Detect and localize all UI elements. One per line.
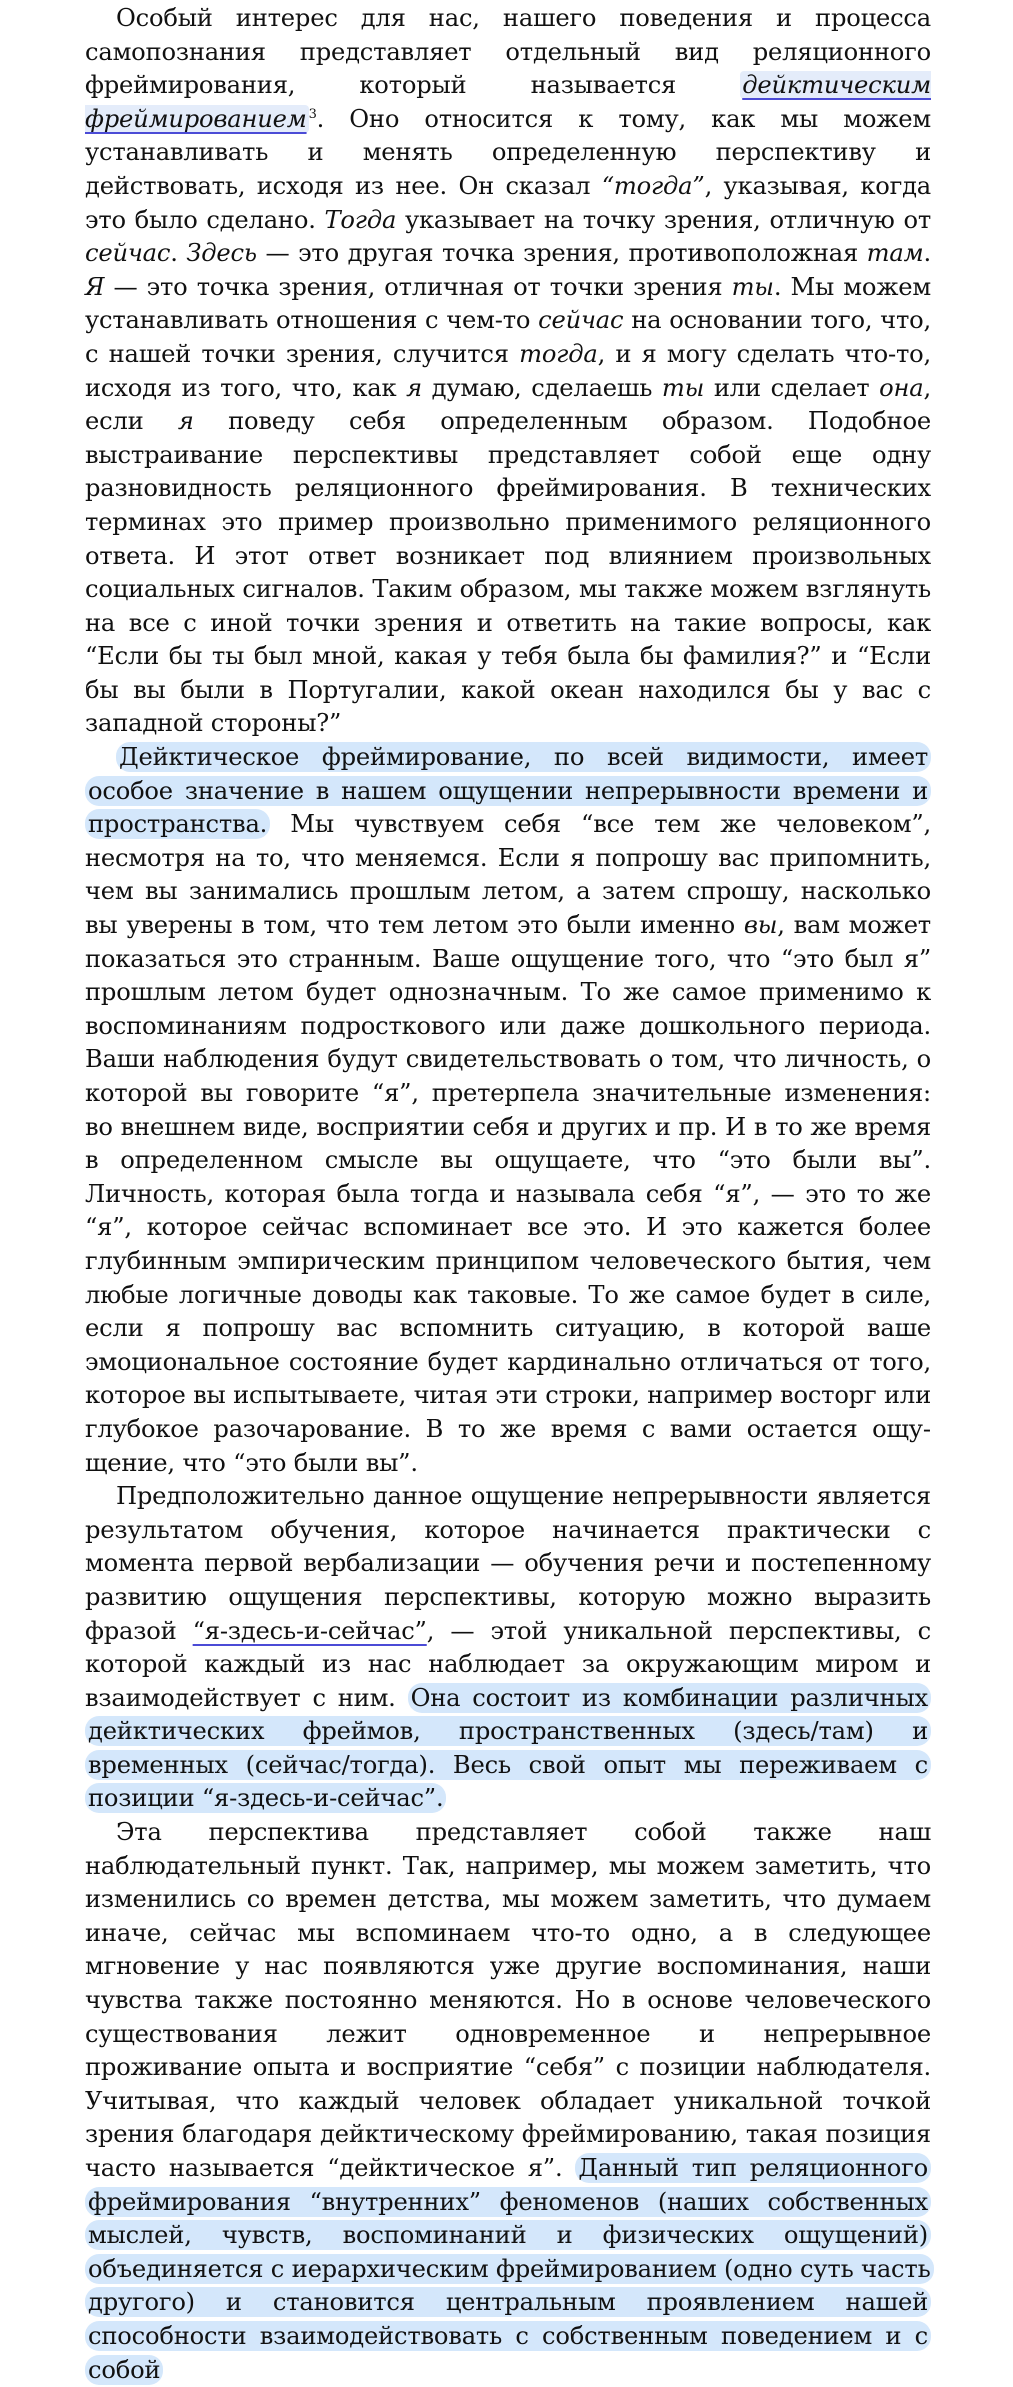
text-run: , если <box>85 373 931 436</box>
text-run: Мы чувствуем себя “все тем же человеком”, несмотря на то, что меняемся. Если я попрошу вас припомнить, чем вы занимались прошлым летом, а затем спрошу, насколько вы уверены в том, что тем летом это были именно <box>85 810 931 940</box>
text-run: или сделает <box>704 373 880 402</box>
italic-text: Тогда <box>324 205 397 234</box>
paragraph <box>85 741 931 1480</box>
text-run: , — этой уникальной перспективы, с которой каждый из нас наблюдает за окружающим миром и взаимодействует с ним. <box>85 1616 931 1712</box>
text-run: — это точка зрения, отличная от точки зрения <box>104 272 732 301</box>
footnote-ref: 3 <box>308 106 317 122</box>
italic-text: сейчас <box>85 239 171 268</box>
underlined-term: дейктическим фреймированием <box>85 71 931 133</box>
highlighted-text: Она состоит из комбинации различных дейктических фреймов, пространственных (здесь/там) и временных (сейчас/тогда). Весь свой опыт мы переживаем с позиции “я-здесь-и-сейчас”. <box>85 1683 931 1814</box>
text-run: думаю, сделаешь <box>421 373 662 402</box>
text-run: на основании того, что, с нашей точки зрения, случится <box>85 306 931 368</box>
italic-text: Здесь <box>186 239 257 268</box>
italic-text: сейчас <box>538 306 624 335</box>
text-run: , вам может показаться это странным. Ваше ощущение того, что “это был я” прошлым летом будет однозначным. То же самое применимо к воспоминаниям подросткового или даже дошкольного периода. Ваши наблюдения будут свидетельствовать о том, что личность, о которой вы говорите “я”, претерпела значительные изменения: во внешнем виде, восприятии себя и других и пр. И в то же время в определенном смысле вы ощущаете, что “это были вы”. Личность, которая была тогда и называла себя “я”, — это то же “я”, которое сейчас вспоминает все это. И это кажется более глубинным эмпирическим принципом человеческого бытия, чем любые логичные доводы как таковые. То же самое будет в силе, если я попрошу вас вспомнить ситуацию, в которой ваше эмоциональное состояние будет кардинально отличаться от того, которое вы испытываете, читая эти строки, например восторг или глубокое разочарование. В то же время с вами остается ощущение, что “это были вы”. <box>85 911 931 1477</box>
text-run: поведу себя определенным образом. Подобное выстраивание перспективы представляет собой еще одну разновидность реляционного фреймирования. В технических терминах это пример произвольно применимого реляционного ответа. И этот ответ возникает под влиянием произвольных социальных сигналов. Таким образом, мы также можем взглянуть на все с иной точки зрения и ответить на такие вопросы, как “Если бы ты был мной, какая у тебя была бы фамилия?” и “Если бы вы были в Португалии, какой океан находился бы у вас с западной стороны?” <box>85 407 932 738</box>
highlighted-text: Дейктическое фреймирование, по всей видимости, имеет особое значение в нашем ощущении непрерывности времени и пространства. <box>85 742 931 839</box>
italic-text: ты <box>731 272 774 301</box>
highlighted-text: Данный тип реляционного фреймирования “внутренних” феноменов (наших собственных мыслей, чувств, воспоминаний и физических ощущений) объединяется с иерархическим фреймированием (одно суть часть другого) и становится центральным проявлением нашей способности взаимодействовать с собственным поведением и с собой <box>85 2153 934 2385</box>
italic-text: вы <box>743 911 778 940</box>
text-run: . <box>170 239 187 268</box>
text-run: — это другая точка зрения, противоположная <box>256 239 867 268</box>
text-run: Эта перспектива представляет собой также наш наблюдательный пункт. Так, например, мы можем заметить, что изменились со времен детства, мы можем заметить, что думаем иначе, сейчас мы вспоминаем что-то одно, а в следующее мгновение у нас появляются уже другие воспоминания, наши чувства также постоянно меняются. Но в основе человеческого существования лежит одновременное и непрерывное проживание опыта и восприятие “себя” с позиции наблюдателя. Учитывая, что каждый человек обладает уникальной точкой зрения благодаря дейктическому фреймированию, такая позиция часто называется “дейктическое я”. <box>85 1818 931 2182</box>
underlined-phrase: “я-здесь-и-сейчас” <box>192 1616 427 1645</box>
text-run: . Мы можем устанавливать отношения с чем-то <box>85 272 931 335</box>
italic-text: “тогда” <box>601 171 705 200</box>
italic-text: ты <box>661 373 705 402</box>
italic-text: я <box>177 407 194 436</box>
paragraph <box>85 2 931 741</box>
italic-text: Я <box>85 272 105 301</box>
text-run: . <box>923 239 931 268</box>
text-run: , и я могу сделать что-то, исходя из того, что, как <box>85 339 932 402</box>
paragraph <box>85 1816 931 2387</box>
text-run: Предположительно данное ощущение непрерывности является результатом обучения, которое начинается практически с момента первой вербализации — обучения речи и постепенному развитию ощущения перспективы, которую можно выразить фразой <box>85 1482 931 1645</box>
italic-text: она <box>879 373 924 402</box>
italic-text: тогда <box>519 339 598 368</box>
text-run: . Оно относится к тому, как мы можем устанавливать и менять определенную перспективу и действовать, исходя из нее. Он сказал <box>85 104 931 200</box>
text-run: Особый интерес для нас, нашего поведения и процесса самопознания представляет отдельный вид реляционного фреймирования, который называется <box>85 4 931 100</box>
italic-text: я <box>406 373 422 402</box>
paragraph <box>85 1480 931 1816</box>
text-run: , указывая, когда это было сделано. <box>85 171 931 234</box>
italic-text: там <box>866 239 924 268</box>
text-run: указывает на точку зрения, отличную от <box>396 205 931 234</box>
body-text <box>85 2 931 2387</box>
